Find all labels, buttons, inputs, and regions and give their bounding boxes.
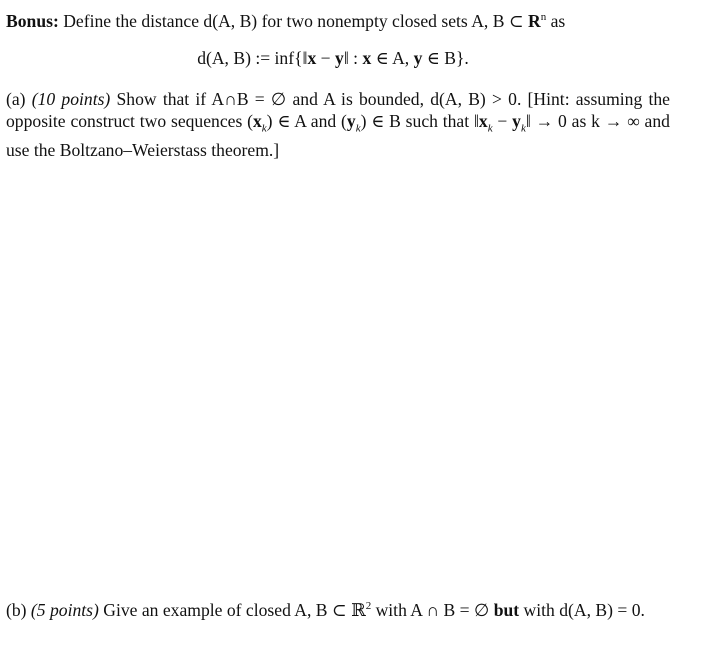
part-a-points: (10 points) bbox=[31, 89, 111, 109]
distance-definition bbox=[0, 47, 666, 69]
part-b-text-3: with d(A, B) = 0. bbox=[519, 599, 645, 620]
part-b-text-1: Give an example of closed A, B ⊂ ℝ bbox=[103, 599, 366, 620]
part-a-text-2: ) ∈ A and ( bbox=[266, 110, 347, 131]
part-a-text-1: Show that if A∩B = ∅ and A is bounded, d(A, B) > 0. [Hint: assuming the opposite construct two sequences ( bbox=[6, 89, 670, 131]
definition-prefix: d(A, B) := inf{‖ bbox=[197, 48, 308, 68]
x-k-subscript: k bbox=[261, 122, 267, 135]
bonus-intro-end: as bbox=[546, 10, 566, 31]
y-k-subscript-2: k bbox=[520, 122, 526, 135]
rn-superscript: n bbox=[540, 11, 547, 23]
part-b bbox=[6, 596, 670, 621]
bonus-intro bbox=[6, 7, 670, 32]
y-k-vector: y bbox=[346, 110, 356, 131]
x-vector: x bbox=[307, 48, 317, 68]
y-vector: y bbox=[335, 48, 344, 68]
part-a-text-4: ‖ → 0 as k → ∞ and use the Boltzano–Weierstass theorem.] bbox=[6, 110, 670, 160]
x-k-vector-2: x bbox=[478, 110, 488, 131]
definition-minus: − bbox=[316, 48, 336, 68]
x-k-vector: x bbox=[252, 110, 262, 131]
definition-mid: ‖ : bbox=[343, 48, 363, 68]
part-a-text-3: ) ∈ B such that ‖ bbox=[360, 110, 479, 131]
bonus-intro-text: Define the distance d(A, B) for two nonempty closed sets A, B ⊂ bbox=[63, 10, 528, 31]
y-vector-2: y bbox=[413, 48, 423, 68]
x-vector-2: x bbox=[362, 48, 372, 68]
y-k-vector-2: y bbox=[512, 110, 521, 131]
r2-superscript: 2 bbox=[365, 600, 372, 612]
part-a-minus: − bbox=[492, 110, 513, 131]
part-a bbox=[6, 89, 670, 161]
bonus-label: Bonus: bbox=[6, 10, 59, 31]
part-a-label: (a) bbox=[6, 89, 26, 109]
rn-symbol: R bbox=[527, 10, 541, 31]
x-k-subscript-2: k bbox=[487, 122, 493, 135]
part-b-text-2: with A ∩ B = ∅ bbox=[371, 599, 494, 620]
but-word: but bbox=[493, 599, 520, 620]
in-a: ∈ A, bbox=[371, 48, 414, 68]
in-b: ∈ B}. bbox=[422, 48, 469, 68]
y-k-subscript: k bbox=[355, 122, 361, 135]
part-b-points: (5 points) bbox=[30, 599, 99, 620]
part-b-label: (b) bbox=[6, 599, 27, 620]
